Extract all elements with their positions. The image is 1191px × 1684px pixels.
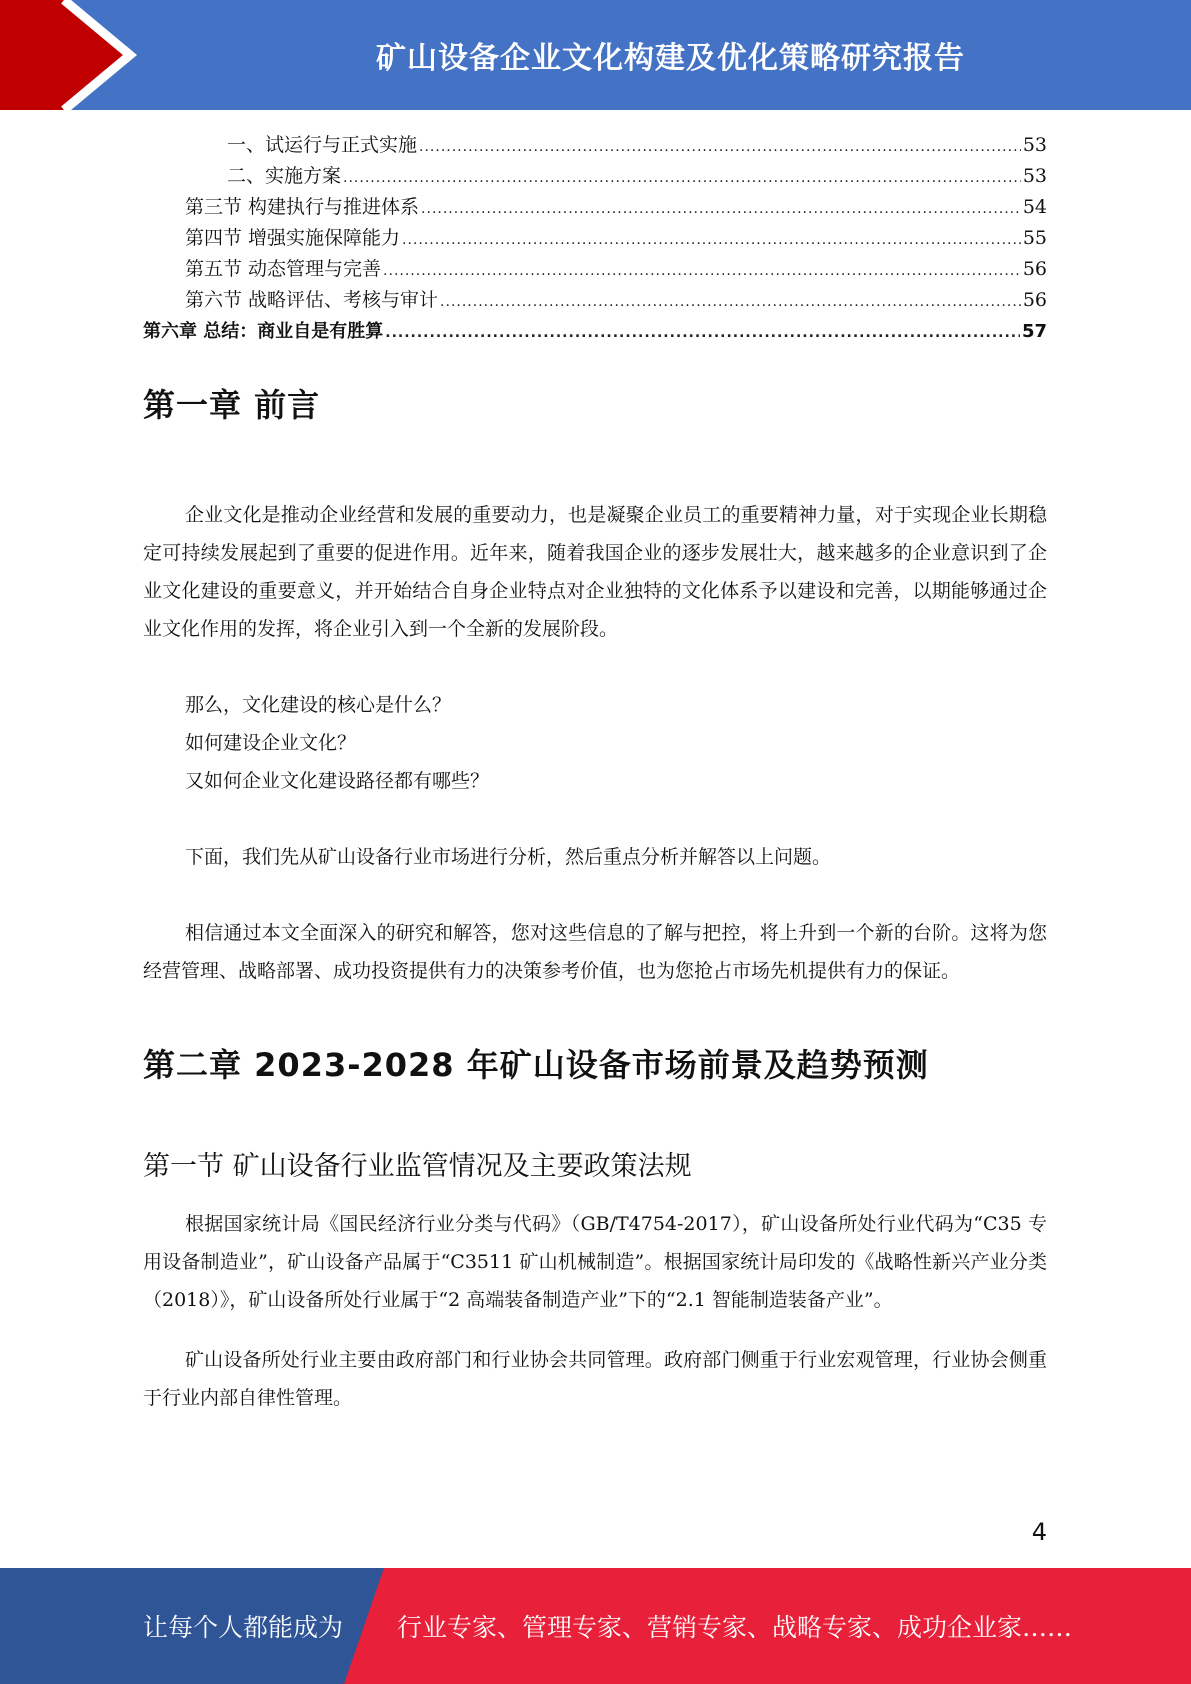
section-heading: 第一节 矿山设备行业监管情况及主要政策法规 — [143, 1151, 692, 1182]
toc-leader-dots — [383, 256, 1021, 287]
toc-entry-label: 二、实施方案 — [227, 165, 342, 187]
page-footer — [0, 1568, 1191, 1684]
toc-leader-dots — [343, 163, 1021, 194]
toc-entry-page: 57 — [1021, 321, 1047, 342]
toc-entry[interactable] — [143, 285, 1047, 316]
toc-leader-dots — [440, 287, 1021, 318]
report-title: 矿山设备企业文化构建及优化策略研究报告 — [376, 41, 965, 76]
toc-entry[interactable] — [143, 130, 1047, 161]
toc-leader-dots — [421, 194, 1021, 225]
toc-entry-label: 一、试运行与正式实施 — [227, 134, 418, 156]
toc-entry[interactable] — [143, 161, 1047, 192]
chapter-heading: 第二章 2023-2028 年矿山设备市场前景及趋势预测 — [143, 1046, 929, 1084]
table-of-contents — [143, 130, 1047, 347]
toc-entry-page: 53 — [1022, 165, 1047, 187]
toc-entry-chapter[interactable] — [143, 316, 1047, 347]
toc-leader-dots — [385, 318, 1020, 349]
question-line: 又如何企业文化建设路径都有哪些？ — [185, 770, 490, 792]
toc-entry-page: 54 — [1022, 196, 1047, 218]
page-number: 4 — [1031, 1518, 1047, 1546]
toc-entry-page: 56 — [1022, 258, 1047, 280]
toc-entry-page: 53 — [1022, 134, 1047, 156]
page-header — [0, 0, 1191, 110]
toc-entry[interactable] — [143, 254, 1047, 285]
toc-entry-page: 56 — [1022, 289, 1047, 311]
toc-entry-page: 55 — [1022, 227, 1047, 249]
toc-leader-dots — [419, 132, 1021, 163]
chapter-heading: 第一章 前言 — [143, 386, 321, 424]
toc-entry-label: 第六节 战略评估、考核与审计 — [185, 289, 439, 311]
paragraph: 相信通过本文全面深入的研究和解答，您对这些信息的了解与把控，将上升到一个新的台阶。这将为您经营管理、战略部署、成功投资提供有力的决策参考价值，也为您抢占市场先机提供有力的保证。 — [143, 922, 1047, 982]
footer-slogan-right: 行业专家、管理专家、营销专家、战略专家、成功企业家…… — [397, 1613, 1073, 1642]
question-line: 那么，文化建设的核心是什么？ — [185, 694, 452, 716]
question-line: 如何建设企业文化？ — [185, 732, 357, 754]
paragraph: 企业文化是推动企业经营和发展的重要动力，也是凝聚企业员工的重要精神力量，对于实现企业长期稳定可持续发展起到了重要的促进作用。近年来，随着我国企业的逐步发展壮大，越来越多的企业意识到了企业文化建设的重要意义，并开始结合自身企业特点对企业独特的文化体系予以建设和完善，以期能够通过企业文化作用的发挥，将企业引入到一个全新的发展阶段。 — [143, 504, 1047, 640]
toc-entry[interactable] — [143, 192, 1047, 223]
document-body — [143, 380, 1047, 1417]
toc-entry-label: 第六章 总结：商业自是有胜算 — [143, 321, 384, 342]
toc-entry[interactable] — [143, 223, 1047, 254]
footer-slogan-left: 让每个人都能成为 — [143, 1613, 344, 1642]
paragraph: 矿山设备所处行业主要由政府部门和行业协会共同管理。政府部门侧重于行业宏观管理，行业协会侧重于行业内部自律性管理。 — [143, 1349, 1047, 1409]
toc-entry-label: 第五节 动态管理与完善 — [185, 258, 382, 280]
paragraph: 下面，我们先从矿山设备行业市场进行分析，然后重点分析并解答以上问题。 — [185, 846, 832, 868]
toc-leader-dots — [402, 225, 1021, 256]
paragraph: 根据国家统计局《国民经济行业分类与代码》（GB/T4754-2017），矿山设备所处行业代码为“C35 专用设备制造业”，矿山设备产品属于“C3511 矿山机械制造”。根据国家统计局印发的《战略性新兴产业分类（2018）》，矿山设备所处行业属于“2 高端装备制造产业”下的“2.1 智能制造装备产业”。 — [143, 1213, 1047, 1311]
toc-entry-label: 第四节 增强实施保障能力 — [185, 227, 401, 249]
toc-entry-label: 第三节 构建执行与推进体系 — [185, 196, 420, 218]
